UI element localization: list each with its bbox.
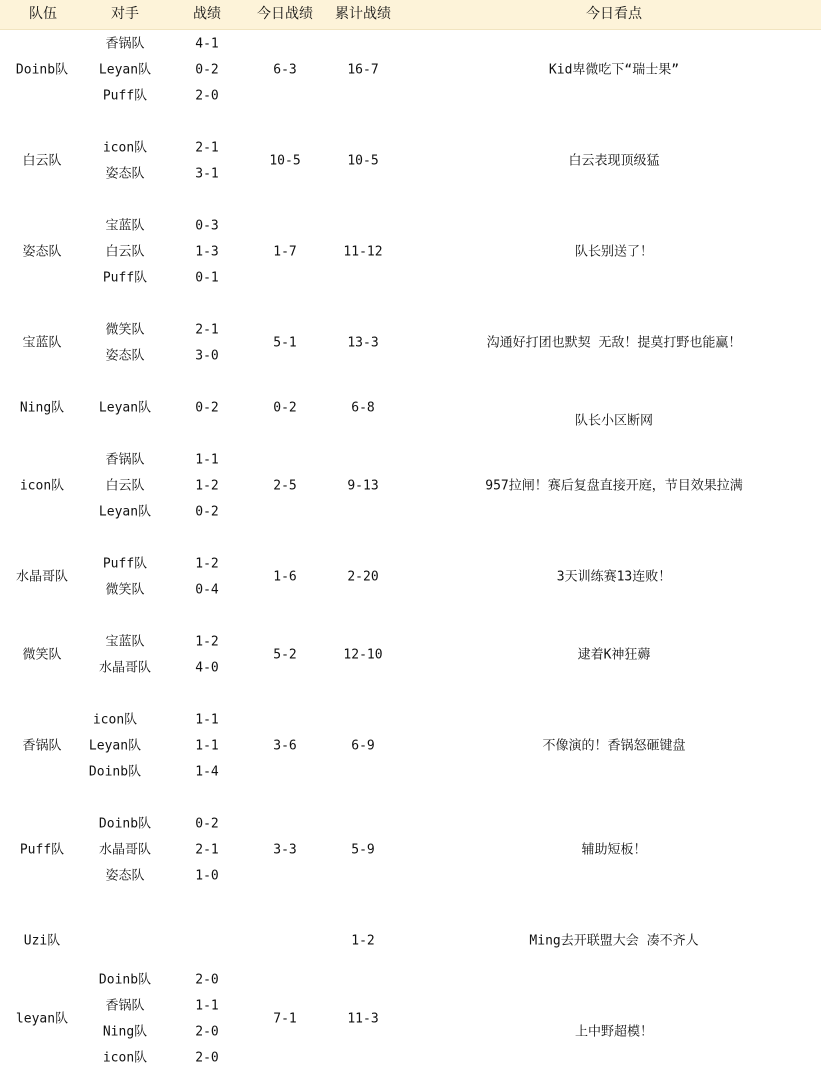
today-record: 3-3 <box>273 842 297 858</box>
highlight-text: 队长别送了！ <box>574 244 654 260</box>
match-score: 2-0 <box>195 1050 219 1066</box>
match-score: 1-2 <box>195 556 219 572</box>
total-record: 10-5 <box>347 153 379 169</box>
match-score: 0-4 <box>195 582 219 598</box>
today-record: 6-3 <box>273 62 297 78</box>
today-record: 7-1 <box>273 1011 297 1027</box>
team-name: leyan队 <box>15 1011 69 1027</box>
highlight-text: 3天训练赛13连败！ <box>556 569 672 585</box>
opponent-name: 宝蓝队 <box>105 218 145 234</box>
match-score: 4-0 <box>195 660 219 676</box>
today-record: 5-1 <box>273 335 297 351</box>
match-score: 4-1 <box>195 36 219 52</box>
match-score: 2-1 <box>195 322 219 338</box>
opponent-name: Puff队 <box>102 270 148 286</box>
match-score: 0-3 <box>195 218 219 234</box>
today-record: 1-7 <box>273 244 297 260</box>
header-opponent: 对手 <box>111 6 139 22</box>
opponent-name: 姿态队 <box>105 348 145 364</box>
match-score: 3-1 <box>195 166 219 182</box>
match-score: 0-2 <box>195 400 219 416</box>
opponent-name: Leyan队 <box>98 400 152 416</box>
match-score: 1-3 <box>195 244 219 260</box>
opponent-name: 姿态队 <box>105 868 145 884</box>
opponent-name: Leyan队 <box>98 62 152 78</box>
total-record: 11-12 <box>343 244 383 260</box>
opponent-name: 香锅队 <box>105 36 145 52</box>
match-score: 2-1 <box>195 140 219 156</box>
header-score: 战绩 <box>193 6 221 22</box>
opponent-name: 水晶哥队 <box>98 660 152 676</box>
highlight-text: 白云表现顶级猛 <box>568 153 660 169</box>
match-score: 0-2 <box>195 62 219 78</box>
match-score: 1-0 <box>195 868 219 884</box>
match-score: 2-1 <box>195 842 219 858</box>
highlight-text: 沟通好打团也默契 无敌！提莫打野也能赢！ <box>486 335 742 351</box>
highlight-text: 队长小区断网 <box>574 413 654 429</box>
opponent-name: Puff队 <box>102 556 148 572</box>
team-name: 姿态队 <box>22 244 62 260</box>
match-score: 3-0 <box>195 348 219 364</box>
match-score: 1-1 <box>195 712 219 728</box>
total-record: 2-20 <box>347 569 379 585</box>
match-score: 2-0 <box>195 972 219 988</box>
opponent-name: icon队 <box>102 1050 148 1066</box>
total-record: 6-9 <box>351 738 375 754</box>
team-name: Doinb队 <box>15 62 69 78</box>
team-name: Puff队 <box>19 842 65 858</box>
opponent-name: Doinb队 <box>88 764 142 780</box>
opponent-name: 水晶哥队 <box>98 842 152 858</box>
total-record: 1-2 <box>351 933 375 949</box>
total-record: 9-13 <box>347 478 379 494</box>
match-score: 1-2 <box>195 478 219 494</box>
team-name: 香锅队 <box>22 738 62 754</box>
header-team: 队伍 <box>29 6 57 22</box>
highlight-text: 上中野超模！ <box>574 1024 654 1040</box>
total-record: 16-7 <box>347 62 379 78</box>
match-score: 1-1 <box>195 738 219 754</box>
opponent-name: Ning队 <box>102 1024 148 1040</box>
opponent-name: 微笑队 <box>105 322 145 338</box>
highlight-text: Ming去开联盟大会 凑不齐人 <box>529 933 699 949</box>
total-record: 6-8 <box>351 400 375 416</box>
team-name: Ning队 <box>19 400 65 416</box>
total-record: 11-3 <box>347 1011 379 1027</box>
team-name: 水晶哥队 <box>15 569 69 585</box>
header-today-record: 今日战绩 <box>257 6 313 22</box>
total-record: 5-9 <box>351 842 375 858</box>
opponent-name: 白云队 <box>105 244 145 260</box>
opponent-name: Leyan队 <box>88 738 142 754</box>
match-score: 2-0 <box>195 1024 219 1040</box>
opponent-name: Leyan队 <box>98 504 152 520</box>
opponent-name: 姿态队 <box>105 166 145 182</box>
team-name: 白云队 <box>22 153 62 169</box>
opponent-name: 香锅队 <box>105 998 145 1014</box>
today-record: 0-2 <box>273 400 297 416</box>
team-name: 宝蓝队 <box>22 335 62 351</box>
team-name: icon队 <box>19 478 65 494</box>
today-record: 2-5 <box>273 478 297 494</box>
match-score: 0-2 <box>195 816 219 832</box>
total-record: 12-10 <box>343 647 383 663</box>
opponent-name: Puff队 <box>102 88 148 104</box>
match-score: 2-0 <box>195 88 219 104</box>
opponent-name: Doinb队 <box>98 816 152 832</box>
header-highlight: 今日看点 <box>586 6 642 22</box>
match-score: 1-2 <box>195 634 219 650</box>
today-record: 1-6 <box>273 569 297 585</box>
header-total-record: 累计战绩 <box>335 6 391 22</box>
today-record: 3-6 <box>273 738 297 754</box>
match-score: 1-4 <box>195 764 219 780</box>
match-score: 0-1 <box>195 270 219 286</box>
team-name: 微笑队 <box>22 647 62 663</box>
highlight-text: 逮着K神狂薅 <box>577 647 651 663</box>
opponent-name: 白云队 <box>105 478 145 494</box>
match-score: 0-2 <box>195 504 219 520</box>
opponent-name: 宝蓝队 <box>105 634 145 650</box>
opponent-name: 香锅队 <box>105 452 145 468</box>
match-score: 1-1 <box>195 998 219 1014</box>
highlight-text: Kid卑微吃下“瑞士果” <box>548 62 680 78</box>
today-record: 10-5 <box>269 153 301 169</box>
opponent-name: 微笑队 <box>105 582 145 598</box>
team-name: Uzi队 <box>23 933 61 949</box>
opponent-name: icon队 <box>102 140 148 156</box>
opponent-name: icon队 <box>92 712 138 728</box>
highlight-text: 957拉闸！赛后复盘直接开庭，节目效果拉满 <box>485 478 743 494</box>
highlight-text: 辅助短板！ <box>581 842 647 858</box>
match-score: 1-1 <box>195 452 219 468</box>
total-record: 13-3 <box>347 335 379 351</box>
today-record: 5-2 <box>273 647 297 663</box>
opponent-name: Doinb队 <box>98 972 152 988</box>
highlight-text: 不像演的！香锅怒砸键盘 <box>542 738 686 754</box>
